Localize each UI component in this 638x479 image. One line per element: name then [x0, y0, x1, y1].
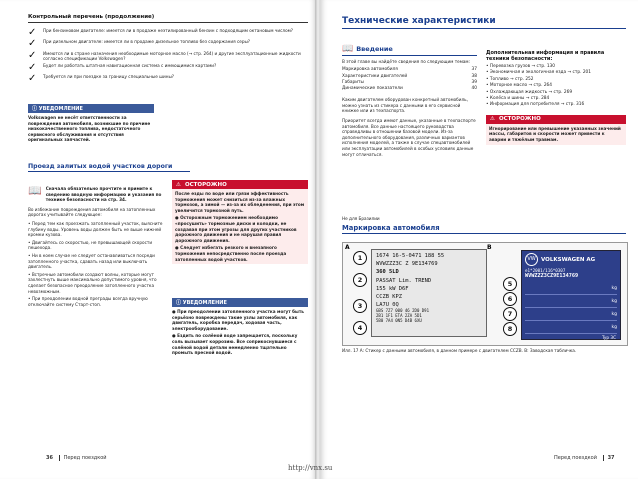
section-rule — [28, 171, 190, 172]
warning-box-right — [486, 115, 626, 145]
list-item: • Встречные автомобили создают волны, которые могут захлестнуть выше максимально допустимого уровня, что сделает безопасное преодоление затопленного участка невозможным. — [28, 271, 157, 294]
checkmark-icon: ✓ — [28, 26, 37, 38]
footer-label: Перед поездкой — [59, 455, 107, 461]
intro-heading: 📖 Введение — [342, 44, 393, 54]
list-item: • Двигайтесь со скоростью, не превышающей скорости пешехода. — [28, 239, 153, 251]
plate-weight-row: kg — [525, 295, 617, 308]
checklist-item: ✓ При дизельном двигателе: имеется ли в продаже дизельное топливо без содержания серы? — [28, 38, 251, 50]
toc-item: Динамические показатели 40 — [342, 86, 477, 91]
info-icon: ⓘ — [176, 300, 183, 306]
warning-text: Игнорирование или превышение указанных значений массы, габаритов и скорости может привести к аварии и тяжёлым травмам. — [489, 125, 621, 143]
warning-box — [172, 180, 308, 264]
callout-8: 8 — [503, 322, 517, 336]
watermark: http://vnx.su — [288, 464, 333, 472]
warning-triangle-icon: ⚠ — [176, 181, 181, 188]
list-item: ● Осторожным торможением необходимо «просушить» тормозные диски и колодки, не создавая при этом угрозы для других участников дорожного движения и не нарушая правил дорожного движения. — [175, 215, 297, 243]
footer-label: Перед поездкой — [554, 455, 597, 461]
left-footer — [46, 455, 107, 461]
right-page — [320, 0, 638, 479]
list-item: ● Ездить по солёной воде запрещается, поскольку соль вызывает коррозию. Все соприкоснувшиеся с солёной водой детали немедленно тщательно промыть пресной водой. — [172, 333, 298, 356]
page-number: 36 — [46, 455, 53, 461]
bullet-list — [28, 221, 166, 307]
sticker-line: PASSAT Lim. TREND — [376, 277, 432, 284]
toc-list — [342, 67, 477, 92]
toc-item: Характеристики двигателей 38 — [342, 73, 477, 79]
warning-title: ⚠ ОСТОРОЖНО — [172, 180, 308, 189]
vw-logo-icon: VW — [525, 253, 538, 266]
list-item: • Охлаждающая жидкость → стр. 269 — [486, 89, 573, 95]
list-item: • Моторное масло → стр. 264 — [486, 83, 553, 89]
data-sticker — [371, 249, 487, 337]
checklist-header: Контрольный перечень (продолжение) — [28, 14, 155, 20]
warning-title: ⚠ ОСТОРОЖНО — [486, 115, 626, 124]
type-plate — [521, 250, 621, 340]
list-item: • Перевозка грузов → стр. 130 — [486, 64, 556, 69]
list-item: • Информация для потребителя → стр. 316 — [486, 102, 585, 108]
plate-weight-row: kg — [525, 321, 617, 334]
illustration — [342, 242, 628, 346]
sticker-line: 5B0 7A4 0N5 D4B 6XU — [376, 317, 422, 323]
warning-triangle-icon: ⚠ — [490, 116, 495, 123]
notice-box-2 — [172, 298, 308, 356]
list-item: • Ни в коем случае не следует останавливаться посреди затопленного участка, сдавать назад или выключать двигатель. — [28, 252, 155, 270]
brazil-note: Не для Бразилии — [342, 216, 380, 221]
marking-title: Маркировка автомобиля — [342, 223, 440, 232]
sticker-line: 2B1 1F1 ETA 2ZA 5D1 — [376, 313, 422, 319]
checklist — [28, 28, 308, 84]
title-rule — [342, 28, 626, 29]
addl-title: Дополнительная информация и правила техники безопасности: — [486, 50, 605, 62]
sticker-line: 1674 16-5-0471 188 55 — [376, 253, 445, 259]
sticker-line: 360 5LD — [376, 269, 399, 276]
checkmark-icon: ✓ — [28, 61, 37, 73]
checklist-item: ✓ Имеются ли в стране назначения необходимые моторное масло (→ стр. 264) и другие эксплуатационные жидкости согласно спецификации Volkswagen? — [28, 49, 301, 61]
checkmark-icon: ✓ — [28, 73, 37, 85]
sticker-line: 155 kW D6F — [376, 285, 409, 292]
book-icon: 📖 — [342, 44, 354, 54]
checklist-item: ✓ При бензиновом двигателе: имеется ли в продаже неэтилированный бензин с подходящим октановым числом? — [28, 26, 294, 38]
figure-caption: Илл. 17 A: Стикер с данными автомобиля, в данном примере с двигателем CCZB. B: Заводская табличка. — [342, 348, 577, 353]
notice-title: ⓘ УВЕДОМЛЕНИЕ — [28, 104, 154, 113]
checklist-item: ✓ Будет ли работать штатная навигационная система с имеющимися картами? — [28, 61, 217, 73]
callout-4: 4 — [353, 321, 367, 335]
book-note: 📖 Сначала обязательно прочтите и примите к сведению вводную информацию и указания по технике безопасности на стр. 34. — [28, 184, 162, 203]
plate-weight-row: kg — [525, 282, 617, 295]
notice2-title: ⓘ УВЕДОМЛЕНИЕ — [172, 298, 308, 307]
label-b: B — [487, 244, 492, 251]
checklist-item: ✓ Требуется ли при поездке за границу специальные шины? — [28, 73, 174, 85]
list-item: ● При преодолении затопленного участка могут быть серьёзно повреждены такие узлы автомобиля, как двигатель, коробка передач, ходовая часть, электрооборудование. — [172, 309, 304, 331]
sticker-line: LA7U 0Q — [376, 302, 399, 309]
list-item: • Перед тем как проезжать затопленный участок, выясните глубину воды. Уровень воды должен быть не выше нижней кромки кузова. — [28, 220, 163, 238]
plate-type: Typ 3C — [602, 335, 616, 340]
callout-6: 6 — [503, 292, 517, 306]
plate-weight-row: kg — [525, 308, 617, 321]
body-paragraph: Приоритет всегда имеют данные, указанные в техпаспорте автомобиля. Все данные настоящего руководства справедливы в отношении базовой модели. Из-за дополнительного оборудования, различных вариантов исполнения моделей, а также в случае спецавтомобилей или эксплуатации автомобилей в особых условиях данные могут отличаться. — [342, 117, 476, 157]
list-item: • Топливо → стр. 252 — [486, 76, 534, 82]
warning-text: После езды по воде или грязи эффективность торможения может снизиться из-за влажных тормозов, а зимой — из-за их обледенения, при этом увеличится тормозной путь. — [175, 191, 305, 213]
label-a: A — [345, 244, 350, 251]
callout-2: 2 — [353, 273, 367, 287]
list-item: • Экономичная и экологичная езда → стр. 201 — [486, 70, 592, 76]
callout-7: 7 — [503, 307, 517, 321]
toc-item: Маркировка автомобиля 37 — [342, 67, 477, 73]
notice-text: Volkswagen не несёт ответственности за повреждения автомобиля, возникшие по причине низкокачественного топлива, недостаточного сервисного обслуживания и отсутствия оригинальных запчастей. — [28, 115, 151, 143]
marking-rule — [342, 233, 626, 234]
callout-3: 3 — [353, 299, 367, 313]
body-paragraph: Каким двигателем оборудован конкретный автомобиль, можно узнать из стикера с данными в его сервисной книжке или из техпаспорта. — [342, 97, 468, 114]
notice-box — [28, 104, 154, 143]
toc-item: Габариты 39 — [342, 79, 477, 85]
addl-list — [486, 64, 626, 109]
book-icon: 📖 — [28, 184, 42, 197]
list-item: • Колёса и шины → стр. 284 — [486, 96, 550, 102]
page-number: 37 — [603, 455, 615, 461]
page-title: Технические характеристики — [342, 16, 496, 26]
callout-1: 1 — [353, 251, 367, 265]
checkmark-icon: ✓ — [28, 49, 37, 61]
left-page — [0, 0, 317, 479]
checkmark-icon: ✓ — [28, 38, 37, 50]
right-footer — [554, 455, 615, 461]
header-rule — [28, 22, 308, 23]
sticker-line: GBS 7Z7 000 46 2D0 D91 — [376, 308, 429, 314]
sticker-line: WVWZZZ3C Z 9E134769 — [376, 261, 438, 268]
section-title: Проезд залитых водой участков дороги — [28, 163, 173, 170]
list-item: ● Следует избегать резкого и внезапного торможения непосредственно после проезда затопленных водой участков. — [175, 245, 287, 262]
plate-code: e1*2001/116*0307 — [525, 268, 566, 273]
list-item: • При преодолении водной преграды всегда вручную отключайте систему Старт-стоп. — [28, 296, 148, 307]
callout-5: 5 — [503, 277, 517, 291]
intro-text: В этой главе вы найдёте сведения по следующим темам: — [342, 58, 471, 64]
intro-rule — [342, 55, 477, 56]
plate-brand: VOLKSWAGEN AG — [541, 256, 596, 263]
info-icon: ⓘ — [32, 106, 39, 112]
plate-vin: WVWZZZ3CZ9E134769 — [525, 273, 579, 279]
sticker-line: CCZB KPZ — [376, 294, 402, 301]
intro-text: Во избежание повреждения автомобиля на затопленных дорогах учитывайте следующее: — [28, 206, 156, 218]
